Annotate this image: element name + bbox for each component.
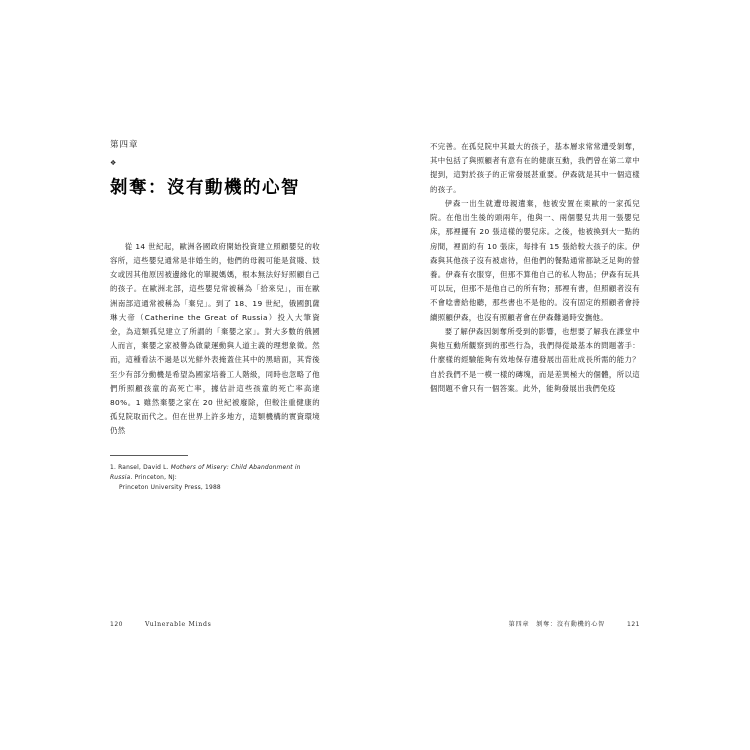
right-page	[375, 0, 750, 750]
footnote-text-after: . Princeton, NJ:	[130, 475, 177, 482]
running-head-right: 第四章 剝奪：沒有動機的心智	[508, 621, 606, 628]
chapter-label: 第四章	[110, 140, 139, 150]
footnote-divider	[110, 455, 188, 456]
footnote-marker: 1.	[110, 464, 117, 471]
right-body-text	[430, 140, 640, 396]
left-page-footer	[110, 621, 212, 628]
page-number-right: 121	[627, 621, 640, 628]
left-body-text	[110, 240, 320, 439]
paragraph: 不完善。在孤兒院中其最大的孩子，基本層求常常遭受剝奪，其中包括了與照顧者有意有在的健康互動，我們曾在第二章中提到，這對於孩子的正常發展甚重要。伊森就是其中一個這樣的孩子。	[430, 142, 640, 194]
page-number-left: 120	[110, 621, 123, 628]
paragraph: 要了解伊森因剝奪所受到的影響，也想要了解我在課堂中與他互動所觀察到的那些行為，我們得從最基本的問題著手：什麼樣的經驗能夠有效地保存遺發展出苗壯成長所需的能力？自於我們不是一模一樣的磚塊，而是差異極大的個體，所以這個問題不會只有一個答案。此外，能夠發展出我們免疫	[430, 326, 640, 393]
footnote	[110, 463, 320, 494]
footnote-title: Mothers of Misery: Child Abandonment in Russia	[110, 464, 301, 482]
right-page-footer	[509, 619, 640, 628]
paragraph: 從 14 世紀起，歐洲各國政府開始投資建立照顧嬰兒的收容所，這些嬰兒通常是非婚生的，他們的母親可能是貧賤、妓女或因其他原因被邊緣化的單親媽媽，根本無法好好照顧自己的孩子。在歐洲北部，這些嬰兒常被稱為「拾來兒」，而在歐洲南部這通常被稱為「棄兒」。到了 18、19 世紀，俄國凱薩琳大帝（Catherine the Great of Russia）投入大筆資金，為這類孤兒建立了所謂的「棄嬰之家」。對大多數的俄國人而言，棄嬰之家被譽為啟蒙運動與人道主義的理想象徵。然而，這種看法不過是以光鮮外表掩蓋住其中的黑暗面，其背後至少有部分動機是希望為國家培養工人階級，同時也忽略了他們所照顧孩童的高死亡率，據估計這些孩童的死亡率高達 80%。1 雖然棄嬰之家在 20 世紀被廢除，但較注重健康的孤兒院取而代之。但在世界上許多地方，這類機構的實資環境仍然	[110, 241, 320, 436]
footnote-text-before: Ransel, David L.	[116, 464, 171, 471]
ornament-icon: ❖	[110, 158, 117, 167]
page-title: 剝奪：沒有動機的心智	[110, 177, 300, 198]
footnote-line-2: Princeton University Press, 1988	[119, 485, 221, 492]
running-head-left: Vulnerable Minds	[144, 621, 212, 628]
paragraph: 伊森一出生就遭母親遺棄，他被安置在東歐的一家孤兒院。在他出生後的頭兩年，他與一、兩個嬰兒共用一張嬰兒床，那裡擺有 20 張這樣的嬰兒床。之後，他被換到大一點的房間，裡面約有 10 張床，每排有 15 張給較大孩子的床。伊森與其他孩子沒有被虐待，但他們的餐點通常都缺乏足夠的營養。伊森有衣服穿，但那不算他自己的私人物品；伊森有玩具可以玩，但那不是他自己的所有物；那裡有書，但照顧者沒有不會唸書給他聽，那些書也不是他的。沒有固定的照顧者會持續照顧伊森，也沒有照顧者會在伊森難過時安撫他。	[430, 198, 640, 322]
